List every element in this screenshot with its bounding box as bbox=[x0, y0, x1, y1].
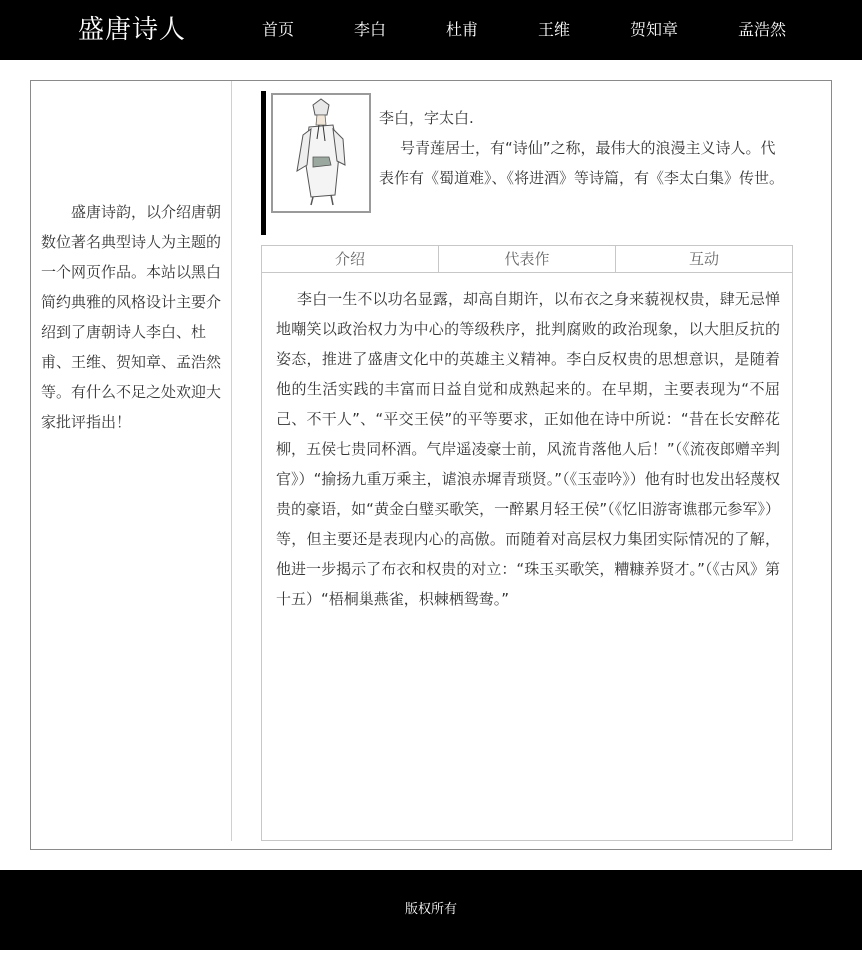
site-footer bbox=[0, 870, 862, 950]
bio-accent-bar bbox=[261, 91, 266, 235]
nav-li-bai[interactable]: 李白 bbox=[354, 20, 387, 39]
tab-works[interactable]: 代表作 bbox=[439, 246, 616, 272]
tab-bar bbox=[262, 246, 792, 273]
poet-figure-icon bbox=[273, 95, 369, 211]
sidebar bbox=[31, 81, 232, 841]
bio-description: 号青莲居士，有“诗仙”之称，最伟大的浪漫主义诗人。代表作有《蜀道难》、《将进酒》等诗篇，有《李太白集》传世。 bbox=[379, 139, 785, 187]
nav-he-zhizhang[interactable]: 贺知章 bbox=[630, 20, 679, 39]
nav-home[interactable]: 首页 bbox=[262, 20, 295, 39]
nav-meng-haoran[interactable]: 孟浩然 bbox=[738, 20, 787, 39]
tab-content: 李白一生不以功名显露，却高自期许，以布衣之身来藐视权贵，肆无忌惮地嘲笑以政治权力为中心的等级秩序，批判腐败的政治现象，以大胆反抗的姿态，推进了盛唐文化中的英雄主义精神。李白反权贵的思想意识，是随着他的生活实践的丰富而日益自觉和成熟起来的。在早期，主要表现为“不屈己、不干人”、“平交王侯”的平等要求，正如他在诗中所说：“昔在长安醉花柳，五侯七贵同杯酒。气岸遥凌豪士前，风流肯落他人后！”（《流夜郎赠辛判官》）“揄扬九重万乘主，谑浪赤墀青琐贤。”（《玉壶吟》）他有时也发出轻蔑权贵的豪语，如“黄金白璧买歌笑，一醉累月轻王侯”（《忆旧游寄谯郡元参军》）等，但主要还是表现内心的高傲。而随着对高层权力集团实际情况的了解，他进一步揭示了布衣和权贵的对立：“珠玉买歌笑，糟糠养贤才。”（《古风》第十五）“梧桐巢燕雀，枳棘栖鸳鸯。” bbox=[276, 290, 780, 608]
site-logo[interactable]: 盛唐诗人 bbox=[78, 15, 187, 45]
bio-text bbox=[379, 103, 789, 193]
nav-du-fu[interactable]: 杜甫 bbox=[446, 20, 479, 39]
nav-wang-wei[interactable]: 王维 bbox=[538, 20, 571, 39]
copyright: 版权所有 bbox=[404, 902, 457, 917]
poet-portrait bbox=[271, 93, 371, 213]
site-intro: 盛唐诗韵，以介绍唐朝数位著名典型诗人为主题的一个网页作品。本站以黑白简约典雅的风格设计主要介绍到了唐朝诗人李白、杜甫、王维、贺知章、孟浩然等。有什么不足之处欢迎大家批评指出！ bbox=[41, 203, 222, 431]
tab-intro[interactable]: 介绍 bbox=[262, 246, 439, 272]
bio-title: 李白，字太白. bbox=[379, 109, 474, 127]
content-frame bbox=[30, 80, 832, 850]
site-header bbox=[0, 0, 862, 60]
poet-bio bbox=[261, 91, 791, 235]
tab-interaction[interactable]: 互动 bbox=[688, 250, 719, 268]
tab-panel bbox=[261, 245, 793, 841]
